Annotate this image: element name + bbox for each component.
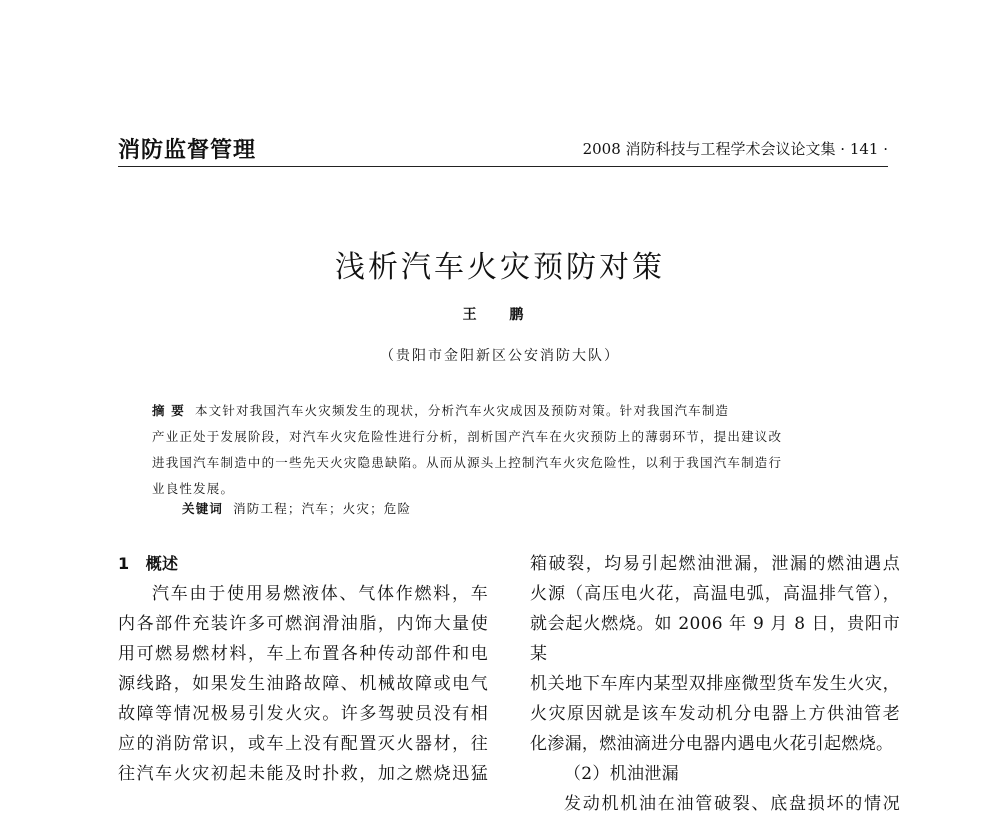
body-line: 用可燃易燃材料，车上布置各种传动部件和电 (118, 644, 488, 664)
body-line: 火源（高压电火花，高温电弧，高温排气管）， (530, 584, 900, 604)
body-line: 源线路，如果发生油路故障、机械故障或电气 (118, 674, 488, 694)
body-line: 往汽车火灾初起未能及时扑救，加之燃烧迅猛 (118, 764, 488, 784)
abstract-line: 业良性发展。 (152, 481, 235, 496)
body-line: 箱破裂，均易引起燃油泄漏，泄漏的燃油遇点 (530, 554, 900, 574)
abstract-line: 进我国汽车制造中的一些先天火灾隐患缺陷。从而从源头上控制汽车火灾危险性，以利于我国汽车制造行 (152, 455, 783, 470)
paper-title: 浅析汽车火灾预防对策 (335, 250, 665, 285)
abstract-line (152, 398, 860, 424)
abstract-label: 摘 要 (152, 403, 185, 418)
keywords-label: 关键词 (182, 501, 224, 516)
journal-header: 2008 消防科技与工程学术会议论文集 · 141 · (582, 140, 888, 158)
body-line: 火灾原因就是该车发动机分电器上方供油管老 (530, 704, 900, 724)
body-column-right (530, 549, 900, 819)
body-line: 化渗漏，燃油滴进分电器内遇电火花引起燃烧。 (530, 734, 894, 754)
abstract-line: 产业正处于发展阶段，对汽车火灾危险性进行分析，剖析国产汽车在火灾预防上的薄弱环节，提出建议改 (152, 429, 783, 444)
section-heading: 1 概述 (118, 554, 179, 573)
body-line: 发动机机油在油管破裂、底盘损坏的情况 (564, 794, 900, 814)
affiliation: （贵阳市金阳新区公安消防大队） (380, 348, 620, 364)
body-line: 汽车由于使用易燃液体、气体作燃料，车 (152, 584, 488, 604)
keywords (182, 499, 411, 517)
subsection-heading: （2）机油泄漏 (564, 764, 679, 784)
body-line: 机关地下车库内某型双排座微型货车发生火灾， (530, 674, 900, 694)
abstract-text: 本文针对我国汽车火灾频发生的现状，分析汽车火灾成因及预防对策。针对我国汽车制造 (194, 403, 730, 418)
body-line: 故障等情况极易引发火灾。许多驾驶员没有相 (118, 704, 488, 724)
header-rule (118, 166, 888, 167)
section-label: 消防监督管理 (118, 138, 257, 163)
body-column-left (118, 549, 488, 789)
abstract (152, 398, 860, 502)
keywords-text: 消防工程；汽车；火灾；危险 (233, 501, 412, 516)
body-line: 就会起火燃烧。如 2006 年 9 月 8 日，贵阳市某 (530, 614, 900, 664)
body-line: 内各部件充装许多可燃润滑油脂，内饰大量使 (118, 614, 488, 634)
author: 王 鹏 (462, 307, 538, 323)
body-line: 应的消防常识，或车上没有配置灭火器材，往 (118, 734, 488, 754)
